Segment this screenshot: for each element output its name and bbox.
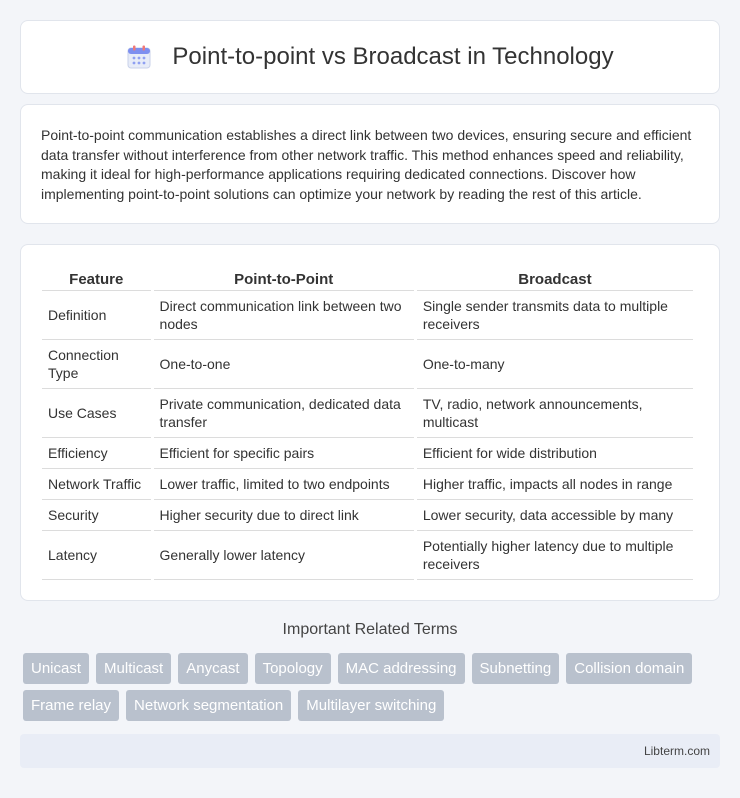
footer-site-link[interactable]: Libterm.com (643, 744, 710, 758)
row-feature: Definition (42, 291, 151, 340)
table-row (42, 531, 693, 580)
row-feature: Use Cases (42, 389, 151, 438)
row-point-to-point: Private communication, dedicated data transfer (154, 389, 414, 438)
tag-anycast[interactable]: Anycast (178, 653, 247, 684)
row-point-to-point: Lower traffic, limited to two endpoints (154, 469, 414, 500)
table-row (42, 340, 693, 389)
comparison-table (39, 265, 696, 580)
header-feature: Feature (42, 265, 151, 291)
row-broadcast: Single sender transmits data to multiple receivers (417, 291, 693, 340)
row-broadcast: One-to-many (417, 340, 693, 389)
tag-multilayer-switching[interactable]: Multilayer switching (298, 690, 444, 721)
intro-card (20, 104, 720, 224)
intro-paragraph: Point-to-point communication establishes a direct link between two devices, ensuring secure and efficient data transfer without interference from other network traffic. This method enhances speed and reliability, making it ideal for high-performance applications requiring dedicated connections. Discover how implementing point-to-point solutions can optimize your network by reading the rest of this article. (41, 127, 692, 202)
related-terms-list (23, 653, 723, 727)
footer (20, 734, 720, 768)
row-broadcast: Potentially higher latency due to multiple receivers (417, 531, 693, 580)
header-point-to-point: Point-to-Point (154, 265, 414, 291)
row-point-to-point: One-to-one (154, 340, 414, 389)
tag-unicast[interactable]: Unicast (23, 653, 89, 684)
table-row (42, 291, 693, 340)
tag-subnetting[interactable]: Subnetting (472, 653, 560, 684)
table-row (42, 500, 693, 531)
row-point-to-point: Higher security due to direct link (154, 500, 414, 531)
page-title: Point-to-point vs Broadcast in Technology (172, 43, 614, 70)
tag-mac-addressing[interactable]: MAC addressing (338, 653, 465, 684)
related-terms-heading: Important Related Terms (282, 621, 458, 638)
row-broadcast: Lower security, data accessible by many (417, 500, 693, 531)
row-feature: Connection Type (42, 340, 151, 389)
tag-multicast[interactable]: Multicast (96, 653, 171, 684)
row-point-to-point: Direct communication link between two nodes (154, 291, 414, 340)
row-feature: Security (42, 500, 151, 531)
row-feature: Latency (42, 531, 151, 580)
row-broadcast: TV, radio, network announcements, multicast (417, 389, 693, 438)
row-point-to-point: Efficient for specific pairs (154, 438, 414, 469)
tag-frame-relay[interactable]: Frame relay (23, 690, 119, 721)
row-feature: Efficiency (42, 438, 151, 469)
comparison-card (20, 244, 720, 601)
title-card (20, 20, 720, 94)
header-broadcast: Broadcast (417, 265, 693, 291)
row-broadcast: Efficient for wide distribution (417, 438, 693, 469)
tag-collision-domain[interactable]: Collision domain (566, 653, 692, 684)
row-feature: Network Traffic (42, 469, 151, 500)
row-broadcast: Higher traffic, impacts all nodes in range (417, 469, 693, 500)
row-point-to-point: Generally lower latency (154, 531, 414, 580)
tag-network-segmentation[interactable]: Network segmentation (126, 690, 291, 721)
calendar-icon (126, 44, 152, 70)
table-row (42, 389, 693, 438)
tag-topology[interactable]: Topology (255, 653, 331, 684)
table-row (42, 438, 693, 469)
table-header-row (42, 265, 693, 291)
table-row (42, 469, 693, 500)
